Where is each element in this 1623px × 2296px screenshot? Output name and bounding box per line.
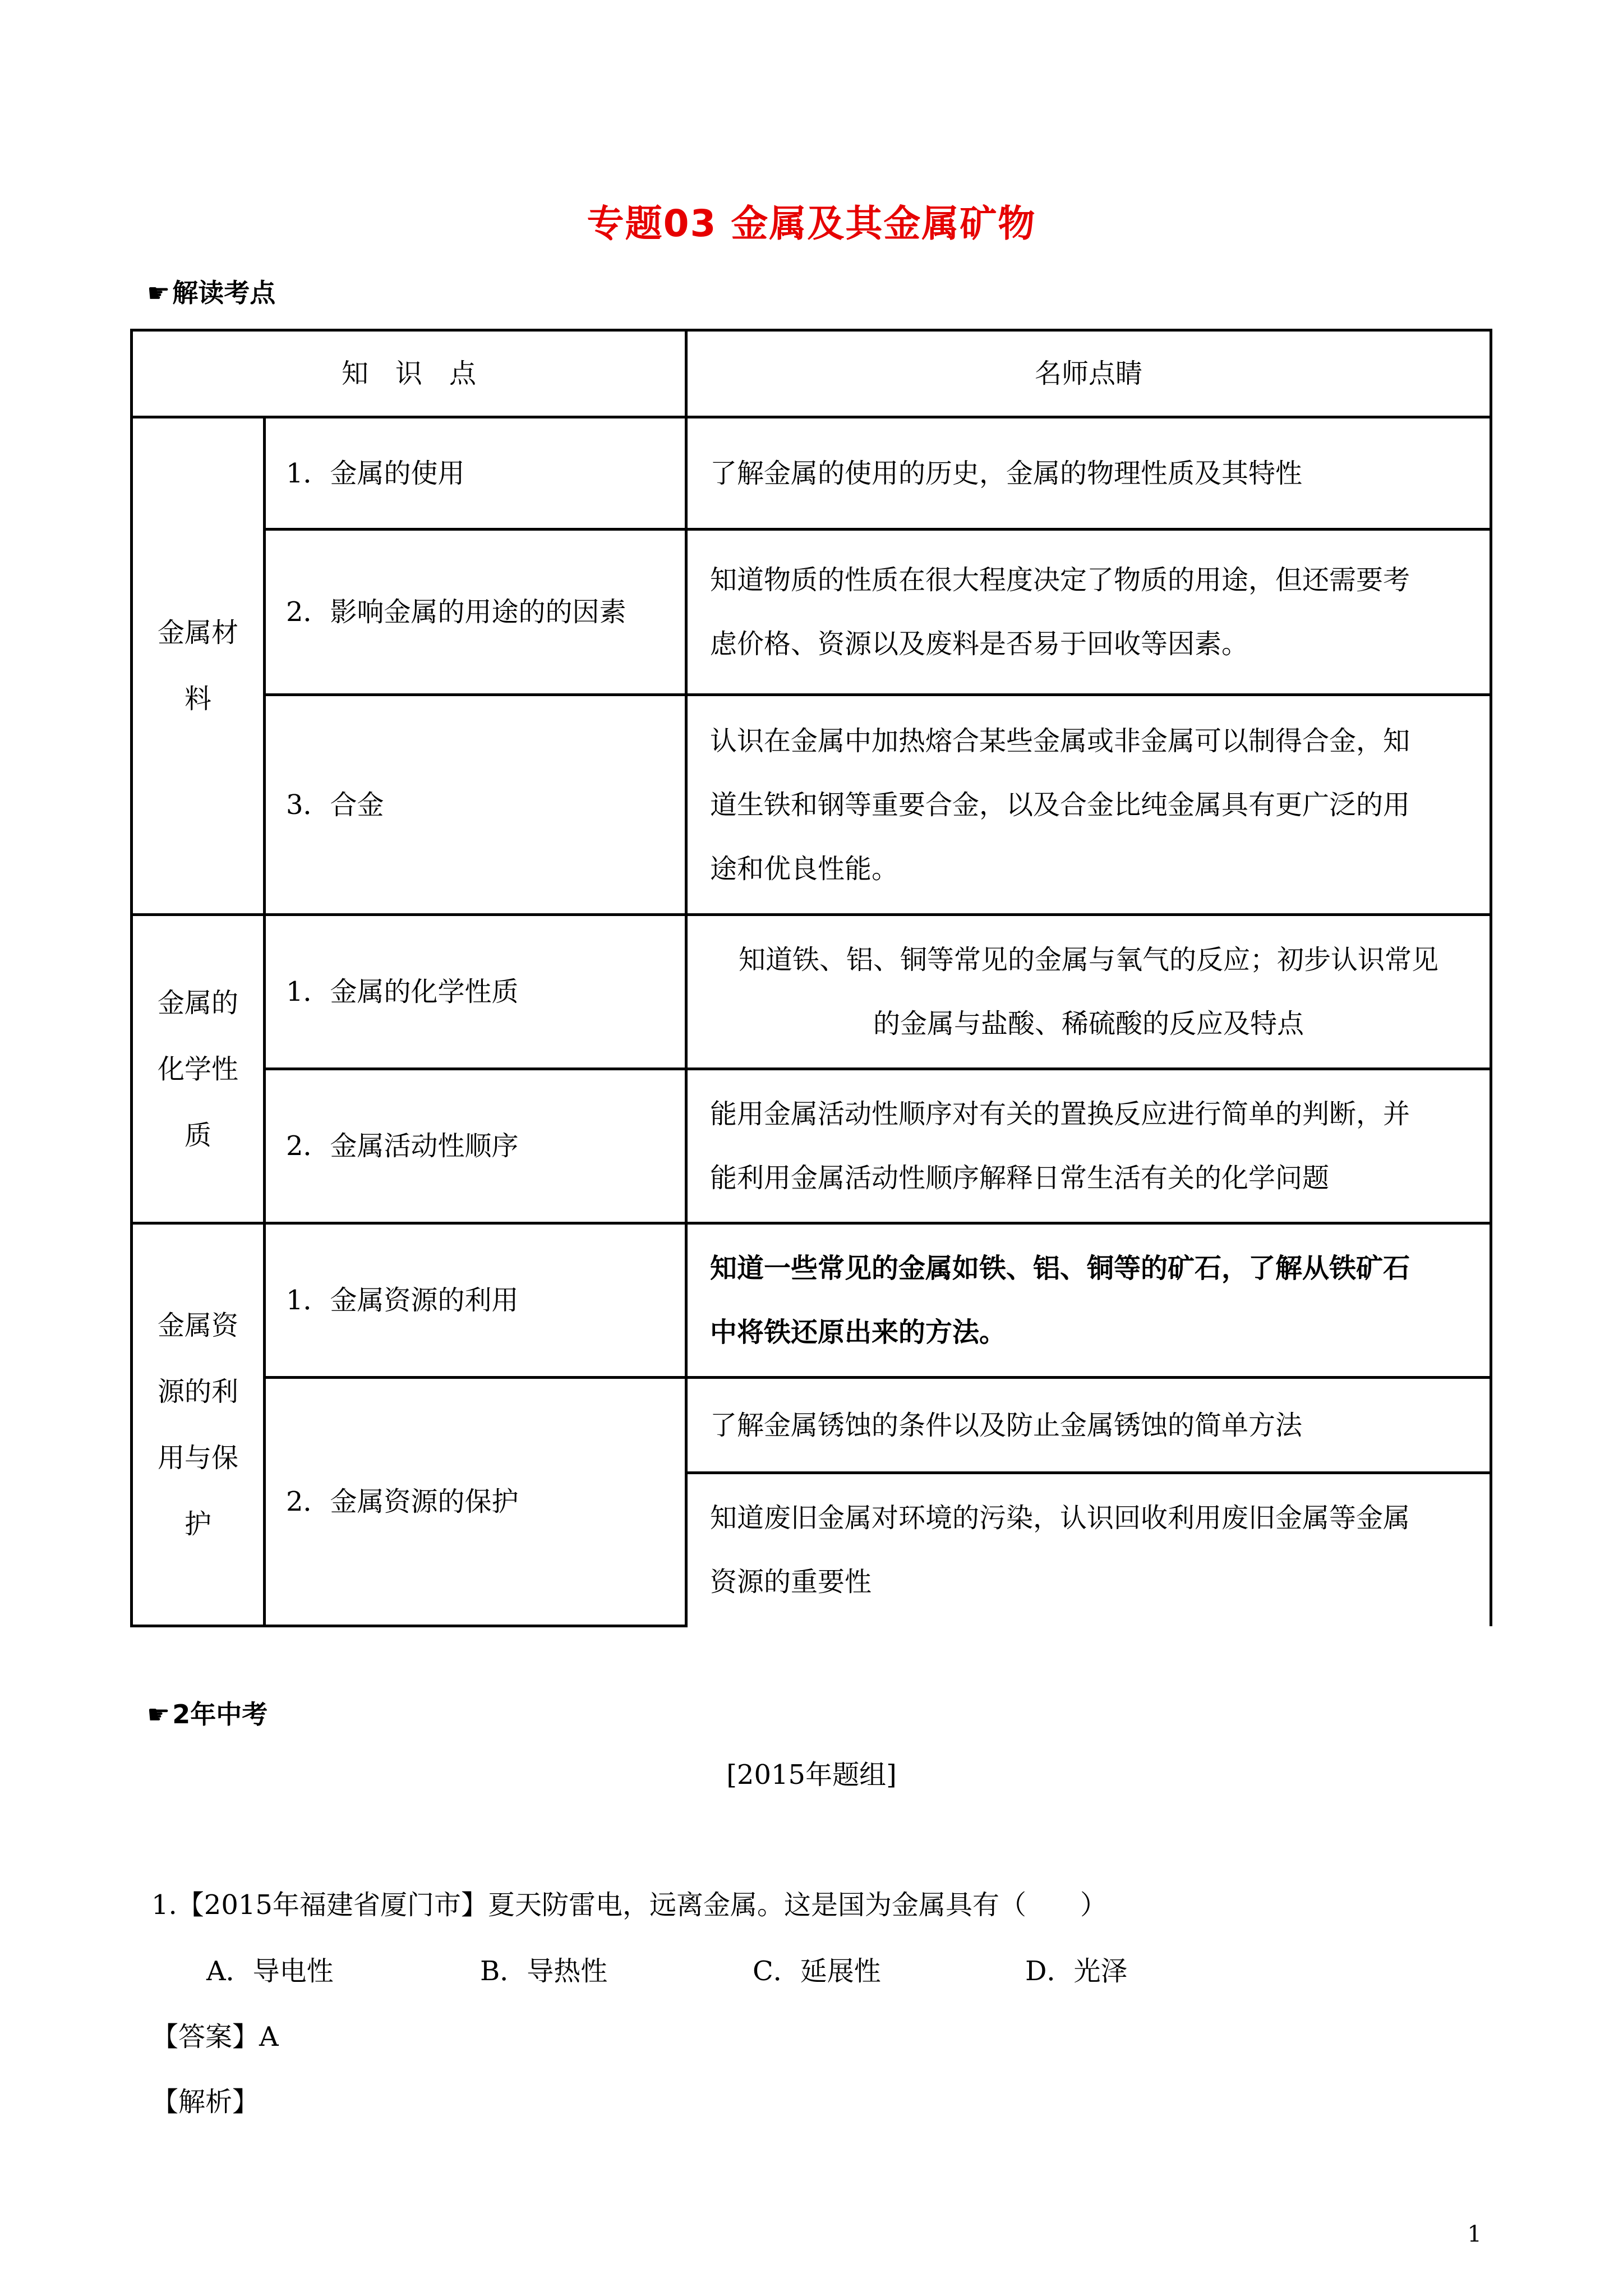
option-a: A．导电性	[206, 1955, 334, 1987]
desc-cell: 知道铁、铝、铜等常见的金属与氧气的反应；初步认识常见 的金属与盐酸、稀硫酸的反应及特点	[686, 915, 1491, 1069]
group-name-metal-materials: 金属材 料	[132, 417, 265, 915]
desc-cell: 认识在金属中加热熔合某些金属或非金属可以制得合金，知 道生铁和钢等重要合金，以及合金比纯金属具有更广泛的用 途和优良性能。	[686, 695, 1491, 915]
header-teacher-notes: 名师点睛	[686, 330, 1491, 417]
item-cell: 1．金属资源的利用	[265, 1223, 686, 1378]
option-d: D．光泽	[1025, 1955, 1128, 1987]
section-heading-key-points	[147, 273, 275, 310]
group-name-resource-use: 金属资 源的利 用与保 护	[132, 1223, 265, 1626]
option-c: C．延展性	[753, 1955, 881, 1987]
section-label: 2年中考	[172, 1699, 268, 1729]
desc-cell: 知道废旧金属对环境的污染，认识回收利用废旧金属等金属 资源的重要性	[686, 1473, 1491, 1626]
table-row	[132, 915, 1491, 1069]
desc-cell: 能用金属活动性顺序对有关的置换反应进行简单的判断，并 能利用金属活动性顺序解释日常生活有关的化学问题	[686, 1069, 1491, 1223]
table-row	[132, 1069, 1491, 1223]
table-row	[132, 530, 1491, 695]
desc-cell: 了解金属锈蚀的条件以及防止金属锈蚀的简单方法	[686, 1378, 1491, 1473]
answer-line: 【答案】A	[151, 2021, 279, 2053]
table-row	[132, 417, 1491, 530]
section-heading-exams	[147, 1694, 268, 1731]
analysis-line: 【解析】	[151, 2086, 260, 2118]
hand-pointing-icon: ☛	[147, 1699, 170, 1729]
item-cell: 2．金属活动性顺序	[265, 1069, 686, 1223]
item-cell: 1．金属的化学性质	[265, 915, 686, 1069]
desc-cell: 知道一些常见的金属如铁、铝、铜等的矿石，了解从铁矿石 中将铁还原出来的方法。	[686, 1223, 1491, 1378]
group-name-chemical-properties: 金属的 化学性 质	[132, 915, 265, 1223]
section-label: 解读考点	[172, 278, 276, 308]
page-number: 1	[1467, 2221, 1482, 2247]
item-cell: 1．金属的使用	[265, 417, 686, 530]
question-stem: 1.【2015年福建省厦门市】夏天防雷电，远离金属。这是国为金属具有（ ）	[151, 1889, 1107, 1921]
table-row	[132, 695, 1491, 915]
desc-cell: 了解金属的使用的历史，金属的物理性质及其特性	[686, 417, 1491, 530]
item-cell: 2．影响金属的用途的的因素	[265, 530, 686, 695]
header-knowledge-points: 知 识 点	[132, 330, 686, 417]
table-header-row	[132, 330, 1491, 417]
item-cell: 2．金属资源的保护	[265, 1378, 686, 1626]
item-cell: 3．合金	[265, 695, 686, 915]
hand-pointing-icon: ☛	[147, 278, 170, 308]
option-b: B．导热性	[480, 1955, 608, 1987]
table-row	[132, 1223, 1491, 1378]
table-row	[132, 1378, 1491, 1473]
question-group-title: [2015年题组]	[726, 1759, 897, 1791]
desc-cell: 知道物质的性质在很大程度决定了物质的用途，但还需要考 虑价格、资源以及废料是否易于回收等因素。	[686, 530, 1491, 695]
key-points-table	[130, 329, 1492, 1627]
document-title: 专题03 金属及其金属矿物	[587, 202, 1036, 245]
